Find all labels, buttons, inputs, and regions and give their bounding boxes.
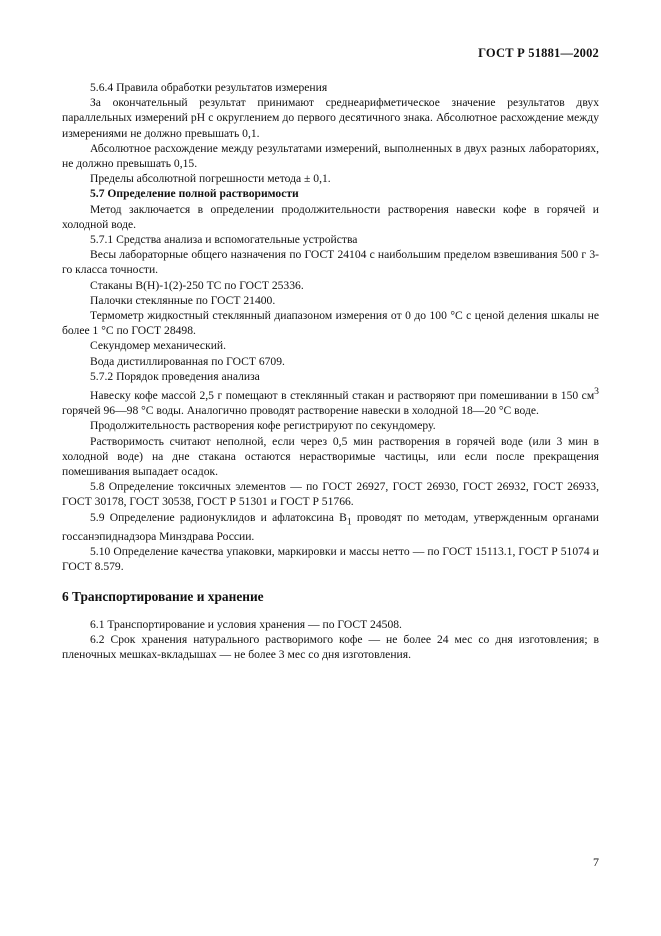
paragraph: За окончательный результат принимают среднеарифметическое значение результатов двух параллельных измерений pH с округлением до первого десятичного знака. Абсолютное расхождение между измерениями не должно превышать 0,1.	[62, 96, 599, 140]
subsection-heading: 5.7.2 Порядок проведения анализа	[90, 369, 260, 383]
paragraph: Секундомер механический.	[90, 339, 227, 353]
section-title: 6 Транспортирование и хранение	[62, 588, 264, 604]
paragraph: 5.10 Определение качества упаковки, маркировки и массы нетто — по ГОСТ 15113.1, ГОСТ Р 51074 и ГОСТ 8.579.	[62, 545, 599, 574]
paragraph: 5.8 Определение токсичных элементов — по ГОСТ 26927, ГОСТ 26930, ГОСТ 26932, ГОСТ 26933, ГОСТ 30178, ГОСТ 30538, ГОСТ Р 51301 и ГОСТ Р 51766.	[62, 480, 599, 509]
page-number: 7	[593, 855, 599, 869]
paragraph: Метод заключается в определении продолжительности растворения навески кофе в горячей и холодной воде.	[62, 202, 599, 231]
section-heading: 5.7 Определение полной растворимости	[90, 187, 299, 201]
subscript: 1	[346, 515, 352, 527]
paragraph: 6.1 Транспортирование и условия хранения — по ГОСТ 24508.	[90, 617, 402, 631]
paragraph	[62, 384, 599, 418]
paragraph: Термометр жидкостный стеклянный диапазоном измерения от 0 до 100 °С с ценой деления шкалы не более 1 °С по ГОСТ 28498.	[62, 309, 599, 338]
paragraph: Палочки стеклянные по ГОСТ 21400.	[90, 293, 276, 307]
subsection-heading: 5.7.1 Средства анализа и вспомогательные устройства	[90, 233, 358, 247]
subsection-heading: 5.6.4 Правила обработки результатов измерения	[90, 81, 328, 94]
paragraph: Растворимость считают неполной, если через 0,5 мин растворения в горячей воде (или 3 мин в холодной воде) на дне стакана остаются нерастворимые частицы, или если после прекращения помешивания выпадает осадок.	[62, 434, 599, 478]
paragraph-part: горячей 96—98 °С воды. Аналогично проводят растворение навески в холодной 18—20 °С воде.	[62, 404, 539, 418]
paragraph: Пределы абсолютной погрешности метода ± 0,1.	[90, 172, 331, 186]
paragraph: Весы лабораторные общего назначения по ГОСТ 24104 с наибольшим пределом взвешивания 500 г 3-го класса точности.	[62, 248, 599, 277]
page-content	[62, 80, 599, 662]
superscript: 3	[594, 386, 599, 398]
paragraph-part: Навеску кофе массой 2,5 г помещают в стеклянный стакан и растворяют при помешивании в 150 см	[90, 388, 595, 402]
page-header: ГОСТ Р 51881—2002	[478, 46, 599, 60]
paragraph	[62, 510, 599, 545]
paragraph: Продолжительность растворения кофе регистрируют по секундомеру.	[90, 419, 436, 433]
paragraph: 6.2 Срок хранения натурального растворимого кофе — не более 24 мес со дня изготовления; в пленочных мешках-вкладышах — не более 3 мес со дня изготовления.	[62, 632, 599, 662]
paragraph: Стаканы В(Н)-1(2)-250 ТС по ГОСТ 25336.	[90, 278, 304, 292]
paragraph: Вода дистиллированная по ГОСТ 6709.	[90, 354, 285, 368]
paragraph: Абсолютное расхождение между результатами измерений, выполненных в двух разных лабораториях, не должно превышать 0,15.	[62, 141, 599, 171]
paragraph-part: 5.9 Определение радионуклидов и афлатоксина В	[90, 510, 347, 524]
paragraph-part: проводят по методам, утвержденным органами госсанэпиднадзора Минздрава России.	[62, 510, 600, 544]
